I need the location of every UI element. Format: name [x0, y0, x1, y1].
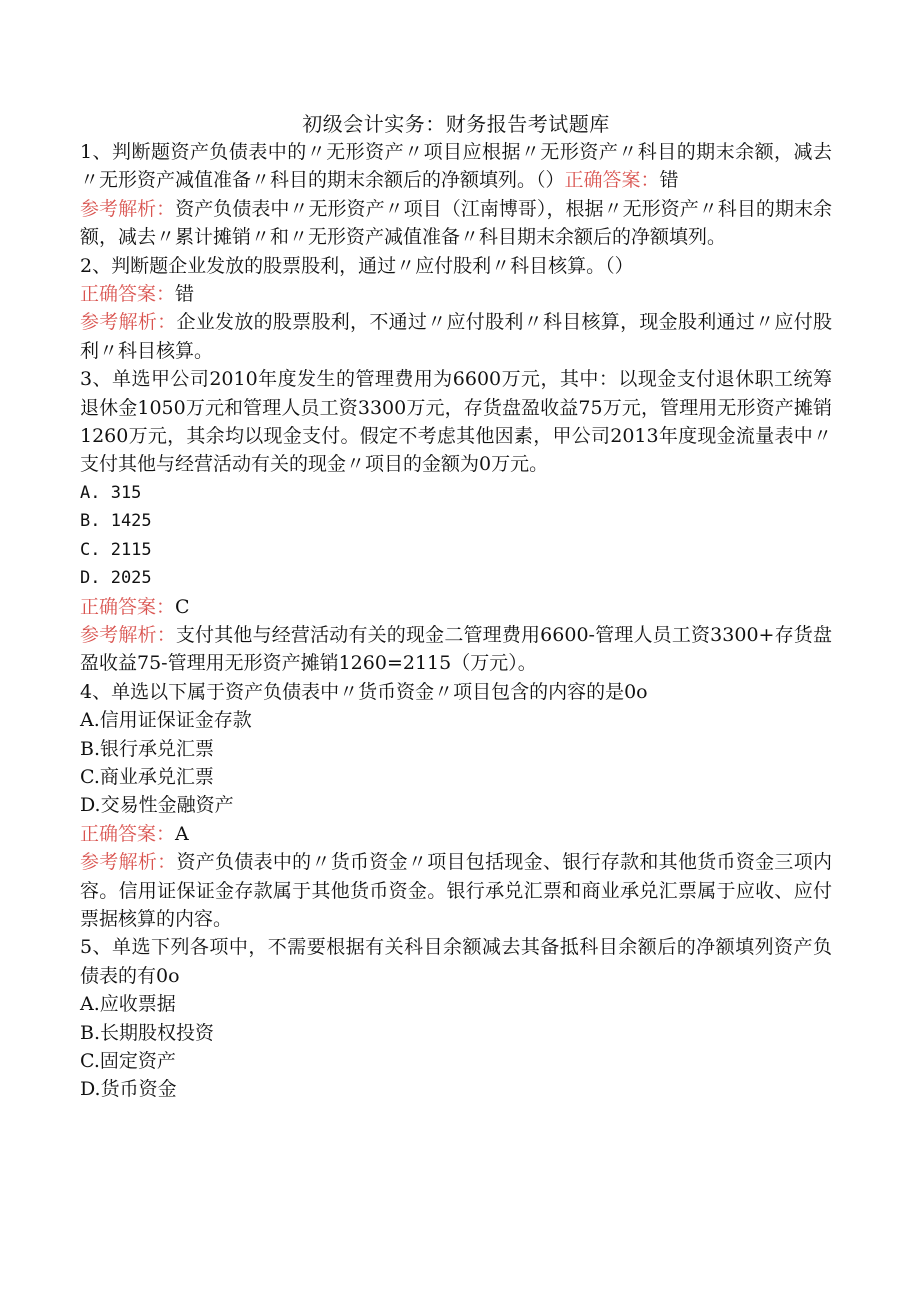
analysis-label: 参考解析：: [80, 851, 177, 874]
question-4-option-d: D.交易性金融资产: [80, 794, 234, 817]
analysis-label: 参考解析：: [80, 623, 176, 646]
question-1: [80, 138, 832, 195]
question-4-answer-line: [80, 820, 832, 848]
question-4-answer: A: [175, 822, 189, 845]
question-4-analysis-text: 资产负债表中的〃货币资金〃项目包括现金、银行存款和其他货币资金三项内容。信用证保证金存款属于其他货币资金。银行承兑汇票和商业承兑汇票属于应收、应付票据核算的内容。: [80, 851, 832, 930]
question-3-analysis-text: 支付其他与经营活动有关的现金二管理费用6600-管理人员工资3300+存货盘盈收益75-管理用无形资产摊销1260=2115（万元）。: [80, 623, 832, 675]
question-2-answer: 错: [175, 283, 195, 306]
analysis-label: 参考解析：: [80, 311, 177, 334]
question-5-stem: 5、单选下列各项中，不需要根据有关科目余额减去其备抵科目余额后的净额填列资产负债表的有0o: [80, 936, 832, 987]
question-3-analysis: [80, 621, 832, 678]
question-4-option-c: C.商业承兑汇票: [80, 765, 214, 788]
question-1-analysis: [80, 195, 832, 252]
answer-label: 正确答案：: [80, 283, 176, 306]
document-page: [80, 110, 832, 1104]
question-4-option-b: B.银行承兑汇票: [80, 737, 215, 760]
question-5-option-b: B.长期股权投资: [80, 1021, 215, 1044]
answer-label: 正确答案：: [80, 822, 176, 845]
question-1-analysis-text: 资产负债表中〃无形资产〃项目（江南博哥），根据〃无形资产〃科目的期末余额，减去〃累计摊销〃和〃无形资产减值准备〃科目期末余额后的净额填列。: [80, 197, 832, 249]
question-3-option-a: A. 315: [80, 482, 142, 503]
question-1-answer: 错: [659, 169, 679, 192]
question-1-answer-label: 正确答案：: [564, 169, 660, 192]
question-4-stem: 4、单选以下属于资产负债表中〃货币资金〃项目包含的内容的是0o: [80, 680, 648, 703]
question-3-answer: C: [175, 595, 190, 618]
question-4-analysis: [80, 848, 832, 933]
question-2-analysis: [80, 308, 832, 365]
question-5-option-d: D.货币资金: [80, 1078, 177, 1101]
question-2-analysis-text: 企业发放的股票股利，不通过〃应付股利〃科目核算，现金股利通过〃应付股利〃科目核算。: [80, 311, 832, 362]
question-2-stem: 2、判断题企业发放的股票股利，通过〃应付股利〃科目核算。（）: [80, 254, 634, 277]
question-3-stem: 3、单选甲公司2010年度发生的管理费用为6600万元，其中：以现金支付退休职工统筹退休金1050万元和管理人员工资3300万元，存货盘盈收益75万元，管理用无形资产摊销1260万元，其余均以现金支付。假定不考虑其他因素，甲公司2013年度现金流量表中〃支付其他与经营活动有关的现金〃项目的金额为0万元。: [80, 368, 832, 476]
answer-label: 正确答案：: [80, 595, 176, 618]
question-4-option-a: A.信用证保证金存款: [80, 709, 252, 732]
question-3-answer-line: [80, 593, 832, 621]
question-2-answer-line: [80, 280, 832, 308]
question-3-option-b: B. 1425: [80, 511, 152, 532]
analysis-label: 参考解析：: [80, 197, 176, 220]
page-title: 初级会计实务：财务报告考试题库: [302, 112, 610, 136]
question-5-option-c: C.固定资产: [80, 1050, 176, 1072]
question-3-option-d: D. 2025: [80, 568, 152, 589]
question-3-option-c: C. 2115: [80, 539, 152, 560]
question-1-stem: 1、判断题资产负债表中的〃无形资产〃项目应根据〃无形资产〃科目的期末余额，减去〃无形资产减值准备〃科目的期末余额后的净额填列。（）: [80, 141, 832, 192]
question-5-option-a: A.应收票据: [80, 993, 176, 1016]
